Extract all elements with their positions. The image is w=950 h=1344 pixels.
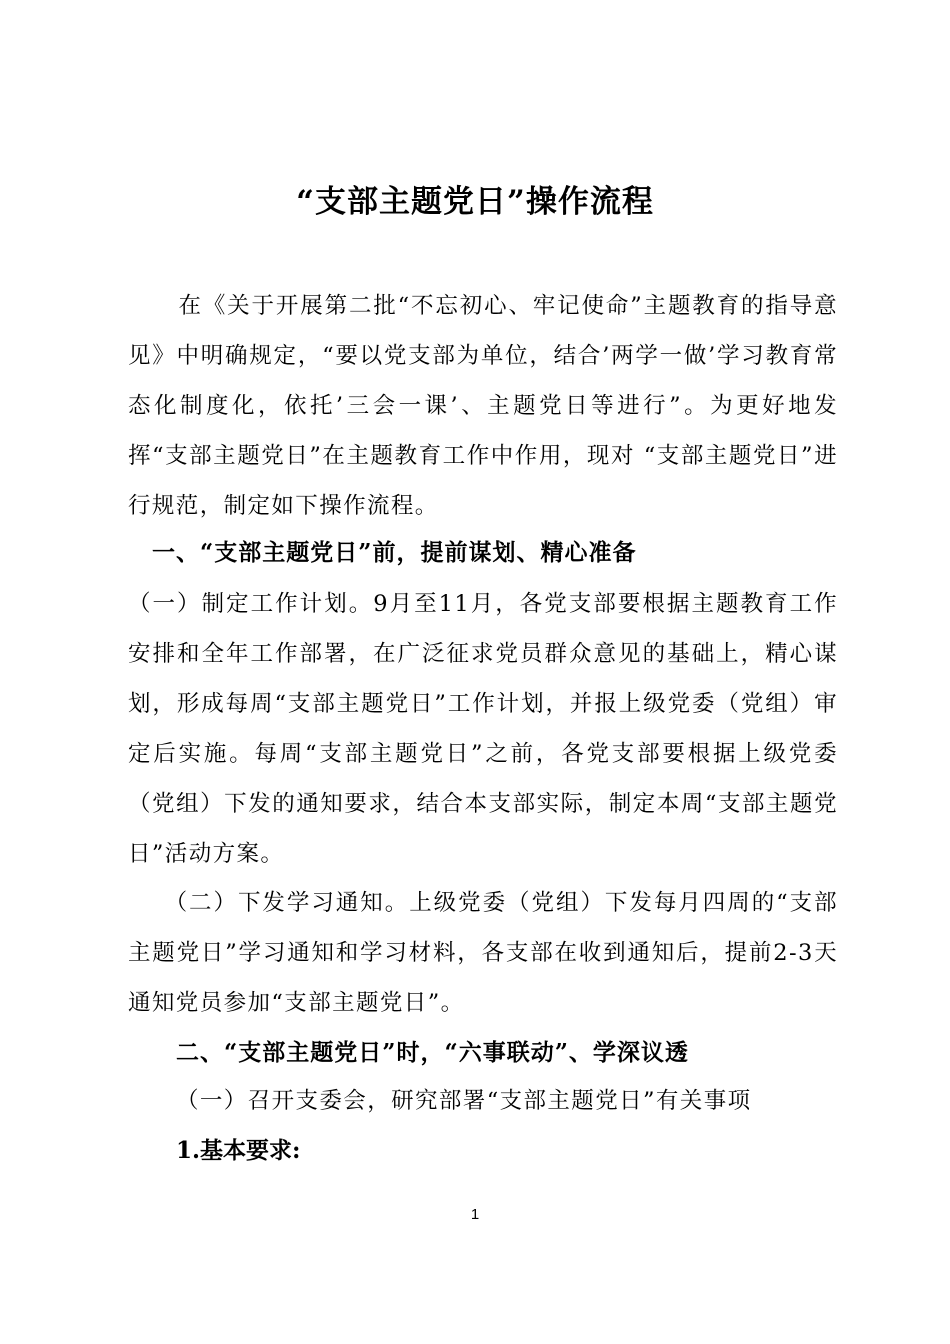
document-title: “支部主题党日”操作流程	[296, 184, 654, 220]
section1-heading: 一、“支部主题党日”前，提前谋划、精心准备	[152, 539, 637, 566]
section1-item1-paragraph	[128, 579, 838, 879]
section1-item2-paragraph	[128, 878, 838, 1028]
section2-item1: （一）召开支委会，研究部署“支部主题党日”有关事项	[176, 1088, 752, 1114]
section1-item2-text: （二）下发学习通知。上级党委（党组）下发每月四周的“支部主题党日”学习通知和学习材料，各支部在收到通知后，提前2-3天通知党员参加“支部主题党日”。	[128, 890, 838, 1016]
page-number: 1	[470, 1206, 480, 1223]
section2-sub1: 1.基本要求:	[176, 1137, 301, 1164]
intro-text: 在《关于开展第二批“不忘初心、牢记使命”主题教育的指导意见》中明确规定，“要以党支部为单位，结合’两学一做’学习教育常态化制度化，依托’三会一课’、主题党日等进行”。为更好地发挥“支部主题党日”在主题教育工作中作用，现对 “支部主题党日”进行规范，制定如下操作流程。	[128, 293, 838, 519]
intro-paragraph	[128, 281, 838, 531]
section2-heading: 二、“支部主题党日”时，“六事联动”、学深议透	[176, 1039, 689, 1066]
section1-item1-text: （一）制定工作计划。9月至11月，各党支部要根据主题教育工作安排和全年工作部署，在广泛征求党员群众意见的基础上，精心谋划，形成每周“支部主题党日”工作计划，并报上级党委（党组）审定后实施。每周“支部主题党日”之前，各党支部要根据上级党委（党组）下发的通知要求，结合本支部实际，制定本周“支部主题党日”活动方案。	[128, 591, 838, 867]
